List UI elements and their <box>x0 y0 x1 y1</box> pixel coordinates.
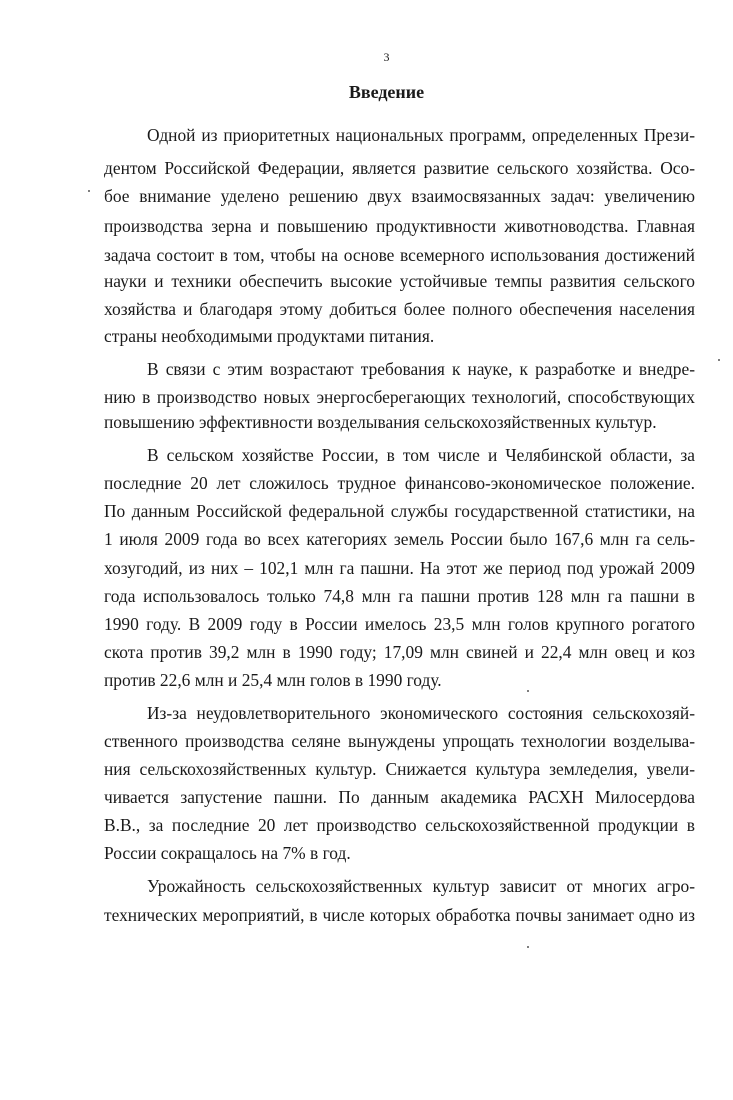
text-line: ственного производства селяне вынуждены упрощать технологии возделыва- <box>104 731 695 751</box>
text-line: против 22,6 млн и 25,4 млн голов в 1990 году. <box>104 670 442 690</box>
text-line: хозяйства и благодаря этому добиться более полного обеспечения населения <box>104 299 695 319</box>
text-line: Урожайность сельскохозяйственных культур зависит от многих агро- <box>147 876 695 896</box>
text-line: бое внимание уделено решению двух взаимосвязанных задач: увеличению <box>104 186 695 206</box>
text-line: скота против 39,2 млн в 1990 году; 17,09 млн свиней и 22,4 млн овец и коз <box>104 642 695 662</box>
page-number: 3 <box>383 50 390 64</box>
text-line: В связи с этим возрастают требования к науке, к разработке и внедре- <box>147 359 695 379</box>
text-line: Из-за неудовлетворительного экономического состояния сельскохозяй- <box>147 703 695 723</box>
text-line: года использовалось только 74,8 млн га пашни против 128 млн га пашни в <box>104 586 695 606</box>
text-line: задача состоит в том, чтобы на основе всемерного использования достижений <box>104 245 695 265</box>
text-line: повышению эффективности возделывания сельскохозяйственных культур. <box>104 412 657 432</box>
text-line: технических мероприятий, в числе которых обработка почвы занимает одно из <box>104 905 695 925</box>
text-line: дентом Российской Федерации, является развитие сельского хозяйства. Осо- <box>104 158 695 178</box>
text-line: чивается запустение пашни. По данным академика РАСХН Милосердова <box>104 787 695 807</box>
text-line: По данным Российской федеральной службы государственной статистики, на <box>104 501 695 521</box>
scan-speck <box>88 190 90 192</box>
text-line: производства зерна и повышению продуктивности животноводства. Главная <box>104 216 695 236</box>
text-line: страны необходимыми продуктами питания. <box>104 326 435 346</box>
text-line: В сельском хозяйстве России, в том числе и Челябинской области, за <box>147 445 695 465</box>
text-line: ния сельскохозяйственных культур. Снижается культура земледелия, увели- <box>104 759 695 779</box>
text-line: Одной из приоритетных национальных программ, определенных Прези- <box>147 125 695 145</box>
scan-speck <box>527 946 529 948</box>
text-line: нию в производство новых энергосберегающих технологий, способствующих <box>104 387 695 407</box>
scan-speck <box>718 359 720 361</box>
text-line: 1 июля 2009 года во всех категориях земель России было 167,6 млн га сель- <box>104 529 695 549</box>
text-line: хозугодий, из них – 102,1 млн га пашни. На этот же период под урожай 2009 <box>104 558 695 578</box>
text-line: России сокращалось на 7% в год. <box>104 843 351 863</box>
text-line: В.В., за последние 20 лет производство сельскохозяйственной продукции в <box>104 815 695 835</box>
section-title: Введение <box>348 82 425 102</box>
text-line: 1990 году. В 2009 году в России имелось 23,5 млн голов крупного рогатого <box>104 614 695 634</box>
scan-speck <box>527 690 529 692</box>
text-line: последние 20 лет сложилось трудное финансово-экономическое положение. <box>104 473 695 493</box>
text-line: науки и техники обеспечить высокие устойчивые темпы развития сельского <box>104 271 695 291</box>
